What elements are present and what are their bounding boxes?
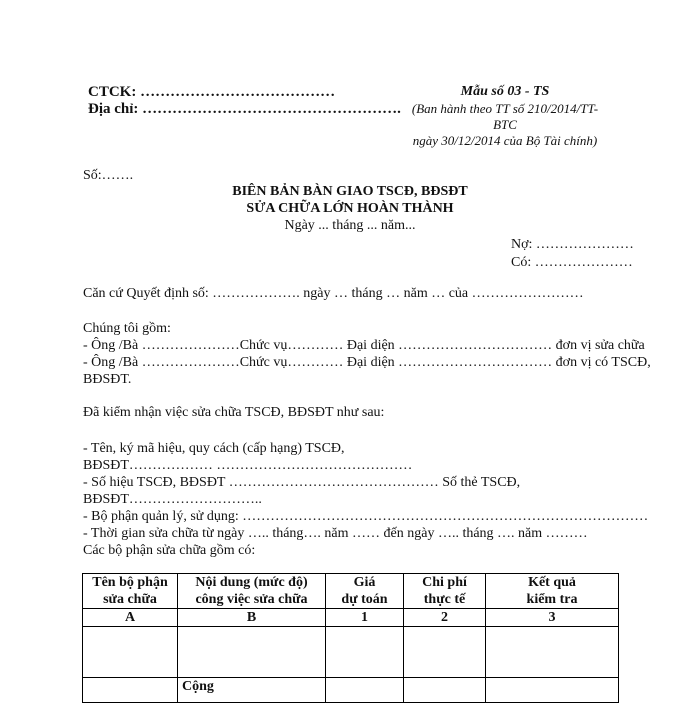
detail-repair-time: - Thời gian sửa chữa từ ngày ….. tháng…. năm …… đến ngày ….. tháng …. năm ………: [83, 526, 588, 541]
detail-asset-name-cont: BĐSĐT……………… ……………………………………: [83, 458, 413, 473]
table-index-row: [83, 609, 619, 627]
detail-asset-number: - Số hiệu TSCĐ, BĐSĐT ……………………………………… Số thẻ TSCĐ,: [83, 475, 521, 490]
table-row: [83, 627, 619, 678]
index-a: A: [83, 609, 178, 627]
document-title-2: SỬA CHỮA LỚN HOÀN THÀNH: [246, 201, 454, 216]
index-2: 2: [404, 609, 486, 627]
issued-line-2: BTC: [493, 117, 517, 132]
members-block: [83, 320, 651, 388]
index-3: 3: [486, 609, 619, 627]
document-number: Số:…….: [83, 168, 134, 183]
detail-management: - Bộ phận quản lý, sử dụng: ……………………………………………………………………………: [83, 509, 649, 524]
credit-line: Có: …………………: [511, 255, 633, 270]
date-line: Ngày ... tháng ... năm...: [284, 218, 416, 233]
detail-asset-number-cont: BĐSĐT………………………..: [83, 492, 262, 507]
inspection-intro: Đã kiểm nhận việc sửa chữa TSCĐ, BĐSĐT như sau:: [83, 405, 385, 420]
header-part-name: Tên bộ phận sửa chữa: [83, 574, 178, 609]
header-estimate: Giá dự toán: [326, 574, 404, 609]
index-1: 1: [326, 609, 404, 627]
address-line: Địa chỉ: …………………………………………….: [88, 101, 401, 117]
member-asset-unit-cont: BĐSĐT.: [83, 372, 132, 387]
header-actual-cost: Chi phí thực tế: [404, 574, 486, 609]
form-number: Mẫu số 03 - TS: [460, 84, 550, 99]
details-block: [83, 440, 648, 559]
issued-line-1: (Ban hành theo TT số 210/2014/TT-: [411, 101, 599, 116]
header-inspection-result: Kết quả kiểm tra: [486, 574, 619, 609]
ctck-line: CTCK: …………………………………: [88, 84, 336, 100]
detail-parts-intro: Các bộ phận sửa chữa gồm có:: [83, 543, 256, 558]
detail-asset-name: - Tên, ký mã hiệu, quy cách (cấp hạng) TSCĐ,: [83, 441, 345, 456]
debit-line: Nợ: …………………: [511, 237, 634, 252]
document-title-1: BIÊN BẢN BÀN GIAO TSCĐ, BĐSĐT: [232, 184, 468, 199]
issued-line-3: ngày 30/12/2014 của Bộ Tài chính): [412, 133, 598, 148]
member-repair-unit: - Ông /Bà …………………Chức vụ………… Đại diện …………………………… đơn vị sửa chữa: [83, 338, 645, 353]
basis-line: Căn cứ Quyết định số: ………………. ngày … tháng … năm … của ……………………: [83, 286, 584, 301]
table-total-row: [83, 678, 619, 703]
total-label: Cộng: [178, 678, 326, 703]
repair-parts-table: [82, 573, 619, 703]
index-b: B: [178, 609, 326, 627]
member-asset-unit: - Ông /Bà …………………Chức vụ………… Đại diện …………………………… đơn vị có TSCĐ,: [83, 355, 651, 370]
members-intro: Chúng tôi gồm:: [83, 321, 171, 336]
header-work-content: Nội dung (mức độ) công việc sửa chữa: [178, 574, 326, 609]
table-header-row: [83, 574, 619, 609]
